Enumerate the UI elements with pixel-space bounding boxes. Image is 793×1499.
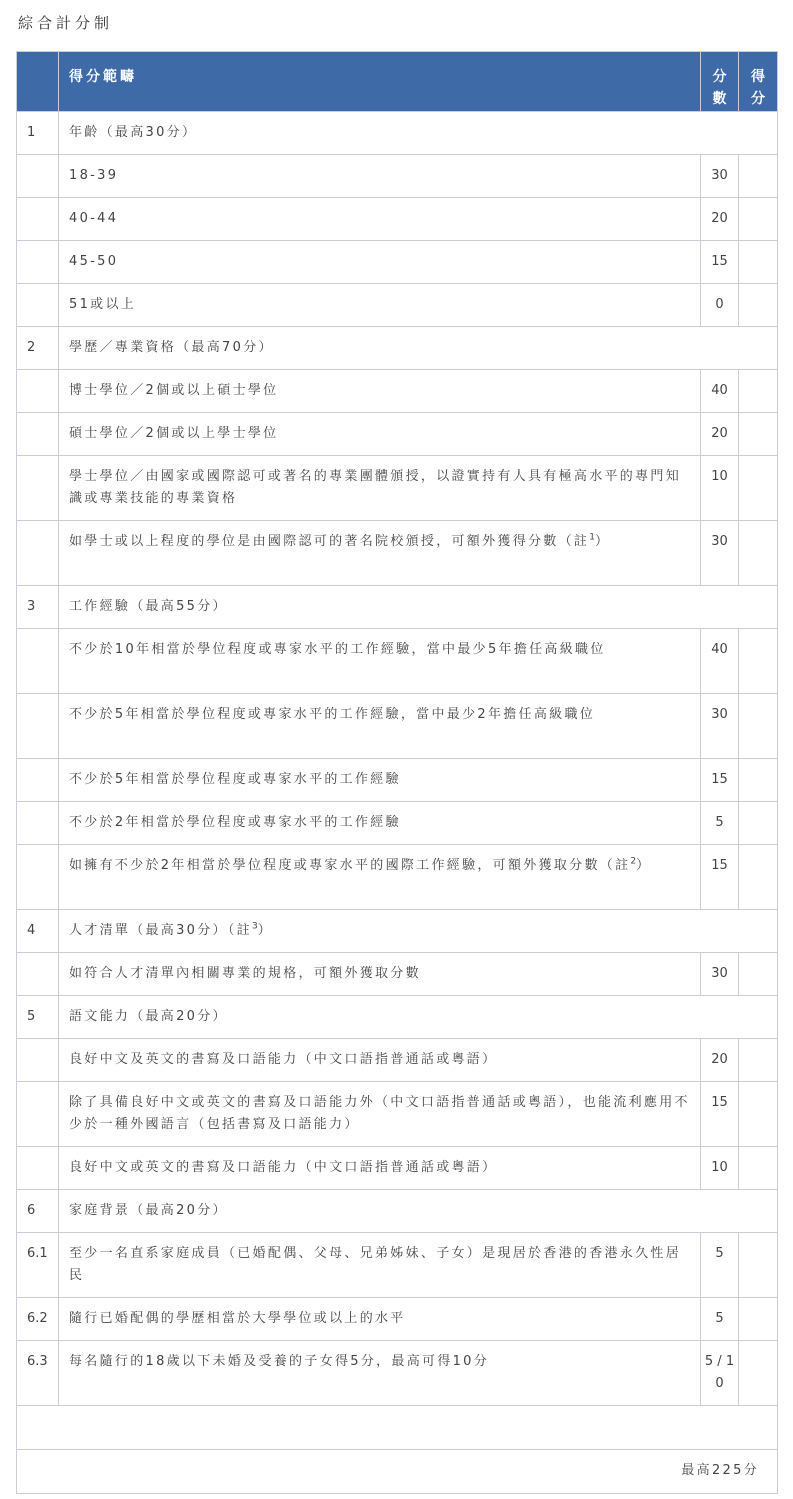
score-cell[interactable] — [739, 1082, 778, 1147]
section-row — [17, 996, 778, 1039]
section-title — [59, 910, 778, 953]
points-cell: 30 — [701, 953, 739, 996]
criterion-label: 碩士學位／2個或以上學士學位 — [69, 426, 279, 441]
row-number — [17, 953, 59, 996]
row-number — [17, 694, 59, 759]
row-number — [17, 845, 59, 910]
row-number: 5 — [17, 996, 59, 1039]
criterion-text — [59, 1039, 701, 1082]
row-number — [17, 241, 59, 284]
points-cell: 10 — [701, 456, 739, 521]
table-row — [17, 1082, 778, 1147]
criterion-label: 45-50 — [69, 254, 119, 269]
points-cell: 0 — [701, 284, 739, 327]
score-cell[interactable] — [739, 759, 778, 802]
total-cell: 最高225分 — [17, 1450, 778, 1494]
criterion-text — [59, 198, 701, 241]
criterion-label: 不少於10年相當於學位程度或專家水平的工作經驗，當中最少5年擔任高級職位 — [69, 642, 606, 657]
section-row — [17, 327, 778, 370]
score-cell[interactable] — [739, 155, 778, 198]
criterion-label: 良好中文及英文的書寫及口語能力（中文口語指普通話或粵語） — [69, 1052, 498, 1067]
criterion-text — [59, 1341, 701, 1406]
section-row — [17, 910, 778, 953]
criterion-label: 如學士或以上程度的學位是由國際認可的著名院校頒授，可額外獲得分數（註 — [69, 534, 590, 549]
criterion-text — [59, 413, 701, 456]
score-table — [16, 51, 778, 1494]
criterion-text — [59, 521, 701, 586]
criterion-text — [59, 1233, 701, 1298]
table-row — [17, 759, 778, 802]
criterion-label: 40-44 — [69, 211, 119, 226]
score-cell[interactable] — [739, 456, 778, 521]
row-number: 1 — [17, 112, 59, 155]
header-score-label: 得分 — [751, 69, 765, 107]
criterion-label: 工作經驗（最高55分） — [69, 599, 228, 614]
criterion-text — [59, 456, 701, 521]
section-title — [59, 586, 778, 629]
row-number — [17, 802, 59, 845]
table-row — [17, 155, 778, 198]
footnote-marker: 1 — [589, 532, 595, 543]
criterion-label: 如擁有不少於2年相當於學位程度或專家水平的國際工作經驗，可額外獲取分數（註 — [69, 858, 631, 873]
score-cell[interactable] — [739, 1147, 778, 1190]
score-cell[interactable] — [739, 370, 778, 413]
section-title — [59, 327, 778, 370]
points-cell: 15 — [701, 1082, 739, 1147]
score-cell[interactable] — [739, 1233, 778, 1298]
row-number — [17, 1082, 59, 1147]
table-header-row — [17, 52, 778, 112]
footnote-close: ） — [257, 923, 273, 938]
criterion-label: 除了具備良好中文或英文的書寫及口語能力外（中文口語指普通話或粵語），也能流利應用不少於一種外國語言（包括書寫及口語能力） — [69, 1095, 690, 1132]
criterion-text — [59, 953, 701, 996]
score-cell[interactable] — [739, 694, 778, 759]
criterion-label: 18-39 — [69, 168, 119, 183]
score-cell[interactable] — [739, 953, 778, 996]
row-number — [17, 370, 59, 413]
points-cell: 20 — [701, 1039, 739, 1082]
table-row — [17, 521, 778, 586]
criterion-label: 年齡（最高30分） — [69, 125, 198, 140]
row-number — [17, 1147, 59, 1190]
table-row — [17, 845, 778, 910]
criterion-label: 學歷／專業資格（最高70分） — [69, 340, 274, 355]
table-row — [17, 456, 778, 521]
criterion-text — [59, 1298, 701, 1341]
header-item: 得分範疇 — [59, 52, 701, 112]
criterion-label: 51或以上 — [69, 297, 137, 312]
points-cell: 30 — [701, 694, 739, 759]
score-cell[interactable] — [739, 413, 778, 456]
section-title — [59, 1190, 778, 1233]
criterion-text — [59, 759, 701, 802]
blank-cell — [17, 1406, 778, 1450]
section-row — [17, 586, 778, 629]
points-cell: 30 — [701, 155, 739, 198]
criterion-label: 每名隨行的18歲以下未婚及受養的子女得5分，最高可得10分 — [69, 1354, 490, 1369]
points-cell: 5 — [701, 802, 739, 845]
criterion-label: 博士學位／2個或以上碩士學位 — [69, 383, 279, 398]
table-row — [17, 413, 778, 456]
row-number: 3 — [17, 586, 59, 629]
row-number — [17, 629, 59, 694]
section-row — [17, 112, 778, 155]
row-number: 6.2 — [17, 1298, 59, 1341]
row-number — [17, 284, 59, 327]
table-row — [17, 1147, 778, 1190]
row-number — [17, 759, 59, 802]
footnote-close: ） — [594, 534, 611, 549]
criterion-text — [59, 370, 701, 413]
row-number — [17, 1039, 59, 1082]
page-title: 綜合計分制 — [18, 14, 114, 32]
footnote-marker: 3 — [251, 921, 258, 932]
criterion-label: 人才清單（最高30分）（註 — [69, 923, 252, 938]
criterion-label: 良好中文或英文的書寫及口語能力（中文口語指普通話或粵語） — [69, 1160, 498, 1175]
criterion-label: 隨行已婚配偶的學歷相當於大學學位或以上的水平 — [69, 1311, 406, 1326]
row-number: 2 — [17, 327, 59, 370]
section-title — [59, 112, 778, 155]
criterion-text — [59, 629, 701, 694]
criterion-label: 不少於5年相當於學位程度或專家水平的工作經驗 — [69, 772, 401, 787]
points-cell: 15 — [701, 241, 739, 284]
criterion-text — [59, 802, 701, 845]
footnote-marker: 2 — [630, 856, 637, 867]
criterion-text — [59, 1147, 701, 1190]
table-row — [17, 1341, 778, 1406]
criterion-label: 不少於2年相當於學位程度或專家水平的工作經驗 — [69, 815, 401, 830]
criterion-label: 不少於5年相當於學位程度或專家水平的工作經驗，當中最少2年擔任高級職位 — [69, 707, 596, 722]
table-row — [17, 370, 778, 413]
score-cell[interactable] — [739, 1341, 778, 1406]
table-row — [17, 198, 778, 241]
row-number: 6.3 — [17, 1341, 59, 1406]
points-cell: 40 — [701, 629, 739, 694]
header-no — [17, 52, 59, 112]
points-cell: 15 — [701, 759, 739, 802]
points-cell: 20 — [701, 413, 739, 456]
score-cell[interactable] — [739, 802, 778, 845]
points-cell: 5 — [701, 1298, 739, 1341]
table-row — [17, 1233, 778, 1298]
table-row — [17, 802, 778, 845]
criterion-text — [59, 845, 701, 910]
table-body — [17, 112, 778, 1406]
total-row — [17, 1450, 778, 1494]
score-cell[interactable] — [739, 629, 778, 694]
header-points-label: 分數 — [712, 69, 727, 107]
criterion-label: 至少一名直系家庭成員（已婚配偶、父母、兄弟姊妹、子女）是現居於香港的香港永久性居民 — [69, 1246, 682, 1283]
section-title — [59, 996, 778, 1039]
criterion-label: 語文能力（最高20分） — [69, 1009, 228, 1024]
score-cell[interactable] — [739, 284, 778, 327]
points-cell: 10 — [701, 1147, 739, 1190]
points-cell: 5 / 10 — [701, 1341, 739, 1406]
row-number: 4 — [17, 910, 59, 953]
section-row — [17, 1190, 778, 1233]
row-number — [17, 155, 59, 198]
score-cell[interactable] — [739, 241, 778, 284]
table-row — [17, 1298, 778, 1341]
row-number: 6 — [17, 1190, 59, 1233]
table-row — [17, 953, 778, 996]
criterion-label: 如符合人才清單內相關專業的規格，可額外獲取分數 — [69, 966, 421, 981]
criterion-label: 學士學位／由國家或國際認可或著名的專業團體頒授，以證實持有人具有極高水平的專門知識或專業技能的專業資格 — [69, 469, 682, 506]
points-cell: 20 — [701, 198, 739, 241]
header-points — [701, 52, 739, 112]
points-cell: 30 — [701, 521, 739, 586]
header-score — [739, 52, 778, 112]
row-number — [17, 456, 59, 521]
table-row — [17, 1039, 778, 1082]
criterion-text — [59, 284, 701, 327]
row-number — [17, 198, 59, 241]
points-cell: 15 — [701, 845, 739, 910]
criterion-label: 家庭背景（最高20分） — [69, 1203, 228, 1218]
score-cell[interactable] — [739, 521, 778, 586]
criterion-text — [59, 241, 701, 284]
blank-row — [17, 1406, 778, 1450]
criterion-text — [59, 155, 701, 198]
points-cell: 40 — [701, 370, 739, 413]
criterion-text — [59, 694, 701, 759]
row-number — [17, 413, 59, 456]
footnote-close: ） — [636, 858, 652, 873]
table-row — [17, 284, 778, 327]
score-cell[interactable] — [739, 1298, 778, 1341]
points-cell: 5 — [701, 1233, 739, 1298]
score-cell[interactable] — [739, 1039, 778, 1082]
table-row — [17, 241, 778, 284]
table-row — [17, 629, 778, 694]
row-number: 6.1 — [17, 1233, 59, 1298]
score-cell[interactable] — [739, 845, 778, 910]
row-number — [17, 521, 59, 586]
table-row — [17, 694, 778, 759]
criterion-text — [59, 1082, 701, 1147]
score-cell[interactable] — [739, 198, 778, 241]
